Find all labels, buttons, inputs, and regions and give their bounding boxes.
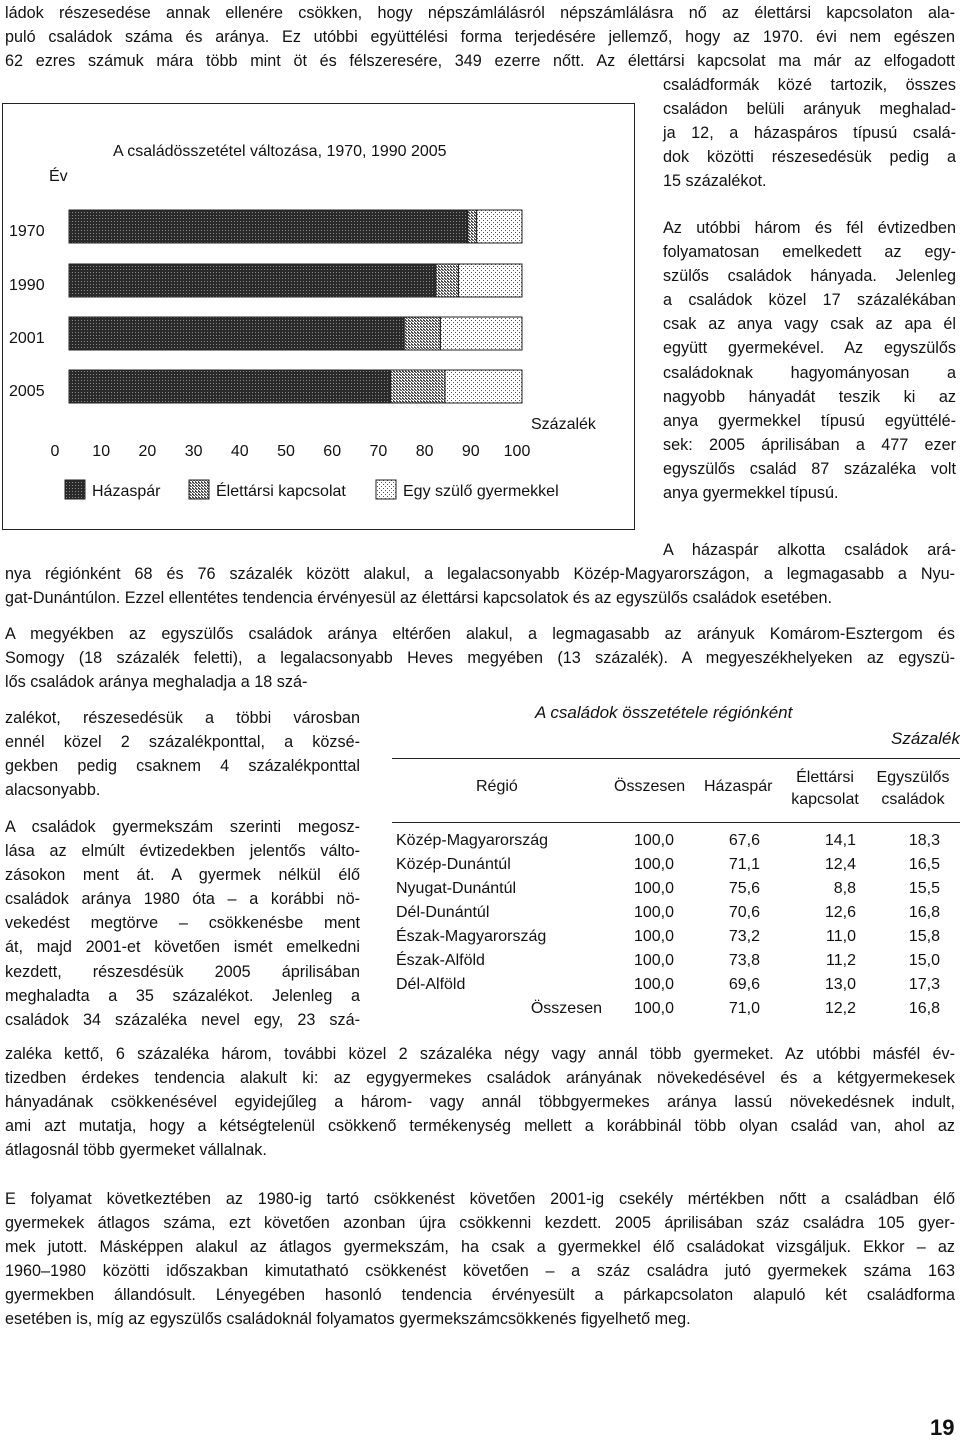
region-name-cell: Közép-Magyarország: [396, 832, 549, 849]
text-line: lős családok aránya meghaladja a 18 szá-: [5, 673, 308, 692]
x-tick-label: 10: [92, 443, 111, 460]
bar-segment-2: [445, 370, 522, 403]
value-cell: 11,0: [826, 928, 856, 945]
text-line: csak az anya vagy csak az apa él: [663, 315, 956, 334]
text-line: át, majd 2001-et követően ismét emelkedni: [5, 938, 360, 957]
region-name-cell: Összesen: [530, 1000, 602, 1017]
table-title: A családok összetétele régiónként: [535, 703, 793, 722]
region-name-cell: Dél-Alföld: [396, 976, 466, 993]
value-cell: 15,0: [908, 952, 940, 969]
x-tick-label: 0: [50, 443, 60, 460]
chart-category-labels: [9, 223, 45, 400]
family-composition-chart: [2, 103, 635, 530]
legend-swatch: [189, 480, 209, 499]
text-line: A családok gyermekszám szerinti megosz-: [5, 818, 360, 836]
text-line: hányadának csökkenésével egyidejűleg a három- vagy annál többgyermekes aránya lassú növekedésnek indult,: [5, 1093, 955, 1112]
x-tick-label: 30: [184, 443, 203, 460]
text-line: lása az elmúlt évtizedekben jelentős válto-: [5, 842, 360, 861]
text-line: gekben pedig csaknem 4 százalékponttal: [5, 757, 360, 776]
value-cell: 16,5: [908, 856, 940, 873]
header-cohabiting: [790, 767, 860, 811]
text-line: vekedést megtörve – csökkenésbe ment: [5, 914, 360, 933]
text-line: átlagosnál több gyermeket vállalnak.: [5, 1141, 267, 1160]
value-cell: 11,2: [826, 952, 856, 969]
header-single-parent: [874, 767, 952, 811]
text-line: meghaladta a 35 százalékot. Jelenleg a: [5, 986, 360, 1005]
value-cell: 71,0: [728, 1000, 760, 1017]
value-cell: 100,0: [633, 856, 674, 873]
text-line: ennél közel 2 százalékponttal, a közsé-: [5, 733, 360, 752]
bar-segment-0: [69, 317, 404, 350]
paragraph-average-children: [5, 1187, 955, 1332]
bar-segment-2: [477, 210, 522, 243]
value-cell: 12,4: [824, 856, 856, 873]
region-name-cell: Észak-Alföld: [396, 952, 485, 969]
table-row: [392, 856, 960, 880]
value-cell: 12,2: [824, 1000, 856, 1017]
chart-bars: [69, 210, 522, 403]
legend-label: Egy szülő gyermekkel: [403, 483, 559, 500]
table-row: [392, 832, 960, 856]
value-cell: 100,0: [633, 904, 674, 921]
x-tick-label: 90: [461, 443, 480, 460]
value-cell: 73,8: [728, 952, 760, 969]
value-cell: 69,6: [728, 976, 760, 993]
chart-canvas: [3, 104, 636, 531]
text-line: zalékot, részesedésük a többi városban: [5, 709, 360, 727]
value-cell: 71,1: [728, 856, 760, 873]
x-tick-label: 50: [277, 443, 295, 460]
left-column-paragraph: [5, 706, 360, 802]
text-line: 1960–1980 közötti időszakban kimutatható csökkenést követően – a száz családra jutó gyermekek száma 163: [5, 1262, 955, 1281]
right-column-paragraph-2: [663, 216, 956, 505]
text-line: gyermekben állandósult. Lényegében hasonló tendencia érvényesült a párkapcsolaton alapuló két családforma: [5, 1286, 955, 1305]
left-column-paragraph-2: [5, 815, 360, 1032]
chart-title: A családösszetétel változása, 1970, 1990 2005: [113, 143, 447, 160]
text-line: szülős családok hányada. Jelenleg: [663, 267, 956, 286]
text-line: Somogy (18 százalék feletti), a legalacsonyabb Heves megyében (13 százalék). A megyeszékhelyeken az egyszü-: [5, 649, 955, 668]
bar-segment-1: [468, 210, 477, 243]
value-cell: 14,1: [824, 832, 856, 849]
text-line: esetében is, míg az egyszülős családoknál folyamatos gyermekszámcsökkenés figyelhető meg.: [5, 1310, 691, 1329]
legend-swatch: [65, 480, 85, 499]
text-line: ládok részesedése annak ellenére csökken, hogy népszámlálásról népszámlálásra nő az élettársi kapcsolaton ala-: [5, 4, 955, 22]
x-tick-label: 20: [138, 443, 157, 460]
value-cell: 100,0: [633, 952, 674, 969]
header-line: családok: [881, 791, 945, 808]
text-line: E folyamat következtében az 1980-ig tartó csökkenést követően 2001-ig csekély mértékben nőtt a családban élő: [5, 1190, 955, 1208]
table-unit: Százalék: [891, 729, 960, 748]
text-line: egyszülős család 87 százaléka volt: [663, 459, 956, 478]
value-cell: 12,6: [824, 904, 856, 921]
text-line: 15 százalékot.: [663, 172, 767, 191]
table-total-row: [392, 1000, 960, 1024]
header-line: Egyszülős: [876, 769, 950, 786]
text-line: dok közötti részesedésük pedig a: [663, 148, 956, 167]
category-label: 2001: [9, 330, 45, 347]
right-column-paragraph: [663, 73, 956, 193]
category-label: 2005: [9, 383, 45, 400]
page-number: 19: [930, 1415, 955, 1440]
value-cell: 100,0: [633, 928, 674, 945]
intro-paragraph: [5, 1, 955, 73]
text-line: családok 34 százaléka nevel egy, 23 szá-: [5, 1010, 360, 1029]
bar-segment-2: [459, 264, 522, 297]
value-cell: 75,6: [728, 880, 760, 897]
value-cell: 13,0: [824, 976, 856, 993]
value-cell: 15,8: [908, 928, 940, 945]
table-row: [392, 976, 960, 1000]
value-cell: 67,6: [728, 832, 760, 849]
text-line: ja 12, a házaspáros típusú csalá-: [663, 124, 956, 143]
bar-segment-0: [69, 264, 436, 297]
text-line: folyamatosan emelkedett az egy-: [663, 243, 956, 262]
bar-segment-1: [391, 370, 445, 403]
bar-segment-0: [69, 210, 468, 243]
value-cell: 100,0: [633, 832, 674, 849]
chart-x-tick-labels: [51, 443, 531, 460]
text-line: nagyobb hányadát teszik ki az: [663, 387, 956, 406]
table-header-rule: [392, 822, 960, 823]
text-line: puló családok száma és aránya. Ez utóbbi együttélési forma terjedésére jellemző, hogy az 1970. évi nem egészen: [5, 28, 955, 47]
value-cell: 100,0: [633, 1000, 674, 1017]
value-cell: 70,6: [728, 904, 760, 921]
value-cell: 73,2: [728, 928, 760, 945]
value-cell: 16,8: [908, 1000, 940, 1017]
text-line: gyermekek átlagos száma, ezt követően azonban újra csökkenni kezdett. 2005 áprilisában száz családra 105 gyer-: [5, 1214, 955, 1233]
header-line: kapcsolat: [791, 791, 859, 808]
text-line: A megyékben az egyszülős családok aránya eltérően alakul, a legmagasabb az arányuk Komárom-Esztergom és: [5, 625, 955, 643]
chart-y-axis-label: Év: [49, 168, 68, 185]
right-column-paragraph-3: [663, 538, 956, 562]
x-tick-label: 60: [323, 443, 342, 460]
text-line: zásokon ment át. A gyermek nélkül élő: [5, 866, 360, 885]
category-label: 1990: [9, 277, 45, 294]
table-row: [392, 928, 960, 952]
region-name-cell: Közép-Dunántúl: [396, 856, 511, 873]
bar-segment-0: [69, 370, 391, 403]
value-cell: 8,8: [833, 880, 856, 897]
chart-x-axis-label: Százalék: [531, 416, 596, 433]
region-name-cell: Észak-Magyarország: [396, 928, 547, 945]
table-row: [392, 880, 960, 904]
paragraph-counties: [5, 622, 955, 694]
text-line: anya gyermekkel típusú.: [663, 484, 839, 503]
text-line: ami azt mutatja, hogy a kétségtelenül csökkenő termékenység mellett a korábbinál több olyan család van, ahol az: [5, 1117, 955, 1136]
header-line: Élettársi: [796, 769, 854, 786]
text-line: kezdett, részesdésük 2005 áprilisában: [5, 962, 360, 981]
legend-label: Házaspár: [92, 483, 161, 500]
header-married: Házaspár: [704, 778, 773, 795]
text-line: családoknak hagyományosan a: [663, 363, 956, 382]
table-row: [392, 904, 960, 928]
text-line: mek jutott. Másképpen alakul az átlagos gyermekszám, ha csak a gyermekkel élő családokat vizsgáljuk. Ekkor – az: [5, 1238, 955, 1257]
text-line: a családok közel 17 százalékában: [663, 291, 956, 310]
text-line: A házaspár alkotta családok ará-: [663, 541, 956, 559]
value-cell: 100,0: [633, 976, 674, 993]
text-line: családok aránya 1980 óta – a korábbi nö-: [5, 890, 360, 909]
bar-segment-1: [404, 317, 440, 350]
text-line: anya gyermekkel típusú együttélé-: [663, 411, 956, 430]
table-row: [392, 952, 960, 976]
value-cell: 100,0: [633, 880, 674, 897]
text-line: zaléka kettő, 6 százaléka három, további közel 2 százaléka négy vagy annál több gyermeket. Az utóbbi másfél év-: [5, 1045, 955, 1063]
text-line: Az utóbbi három és fél évtizedben: [663, 219, 956, 237]
text-line: együtt gyermekével. Az egyszülős: [663, 339, 956, 358]
value-cell: 16,8: [908, 904, 940, 921]
paragraph-regions: [5, 562, 955, 610]
x-tick-label: 70: [369, 443, 388, 460]
text-line: tizedben érdekes tendencia alakult ki: az egygyermekes családok arányának növekedésével és a kétgyermekesek: [5, 1069, 955, 1088]
x-tick-label: 40: [230, 443, 249, 460]
value-cell: 18,3: [908, 832, 940, 849]
bar-segment-2: [440, 317, 522, 350]
text-line: nya régiónként 68 és 76 százalék között alakul, a legalacsonyabb Közép-Magyarországon, a legmagasabb a Nyu-: [5, 565, 955, 583]
region-name-cell: Nyugat-Dunántúl: [396, 880, 517, 897]
bar-segment-1: [436, 264, 459, 297]
legend-swatch: [376, 480, 396, 499]
text-line: családon belüli arányuk meghalad-: [663, 100, 956, 119]
paragraph-children-count: [5, 1042, 955, 1162]
text-line: alacsonyabb.: [5, 781, 101, 800]
text-line: 62 ezres számuk mára több mint öt és félszeresére, 349 ezerre nőtt. Az élettársi kapcsolat ma már az elfogadott: [5, 52, 955, 71]
text-line: családformák közé tartozik, összes: [663, 76, 956, 94]
text-line: gat-Dunántúlon. Ezzel ellentétes tendencia érvényesül az élettársi kapcsolatok és az egyszülős családok esetében.: [5, 589, 832, 608]
value-cell: 17,3: [908, 976, 940, 993]
legend-label: Élettársi kapcsolat: [216, 483, 346, 500]
header-region: Régió: [476, 778, 518, 795]
x-tick-label: 80: [415, 443, 434, 460]
x-tick-label: 100: [503, 443, 531, 460]
chart-legend: [65, 480, 559, 500]
category-label: 1970: [9, 223, 45, 240]
region-name-cell: Dél-Dunántúl: [396, 904, 490, 921]
value-cell: 15,5: [908, 880, 940, 897]
text-line: sek: 2005 áprilisában a 477 ezer: [663, 435, 956, 454]
header-total: Összesen: [614, 778, 686, 795]
table-top-rule: [392, 758, 960, 759]
